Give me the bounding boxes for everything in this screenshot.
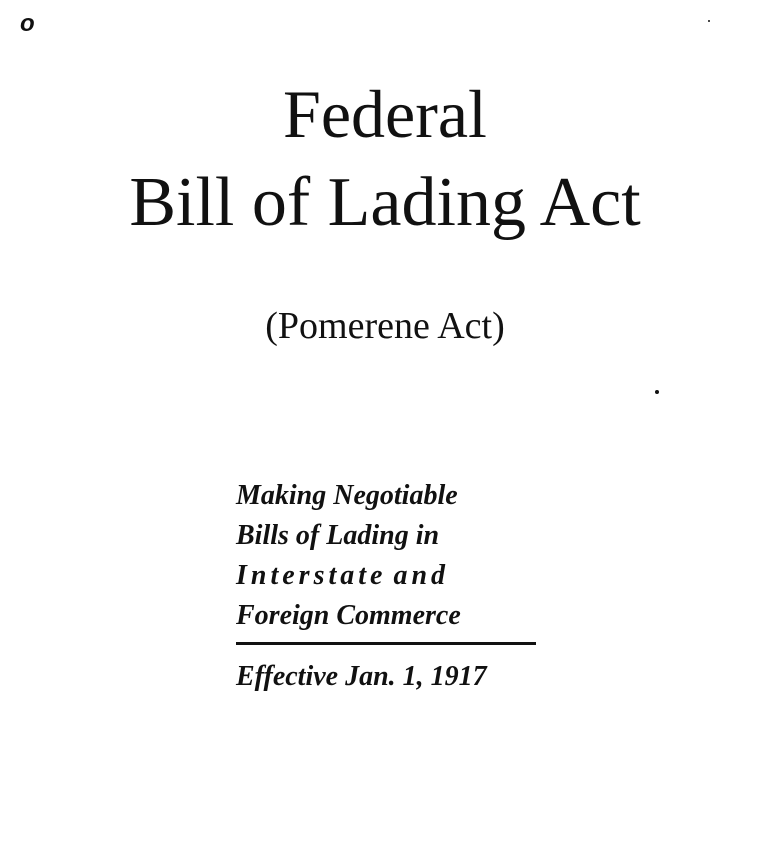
title-line-1: Federal — [283, 76, 487, 152]
title-line-2: Bill of Lading Act — [129, 164, 641, 241]
description-line-1: Making Negotiable — [236, 480, 458, 511]
description-line-2: Bills of Lading in — [236, 520, 440, 551]
description-block — [236, 476, 536, 636]
horizontal-rule — [236, 642, 536, 645]
corner-handwritten-mark: o — [20, 10, 35, 37]
description-line-3-part-1: Interstate — [236, 560, 387, 591]
description-line-3 — [236, 556, 536, 596]
description-line-3-part-2: and — [393, 560, 450, 591]
ink-speck — [655, 390, 659, 394]
description-line-4: Foreign Commerce — [236, 600, 461, 631]
effective-date: Effective Jan. 1, 1917 — [236, 661, 487, 692]
subtitle: (Pomerene Act) — [265, 305, 505, 347]
ink-speck — [708, 20, 710, 22]
